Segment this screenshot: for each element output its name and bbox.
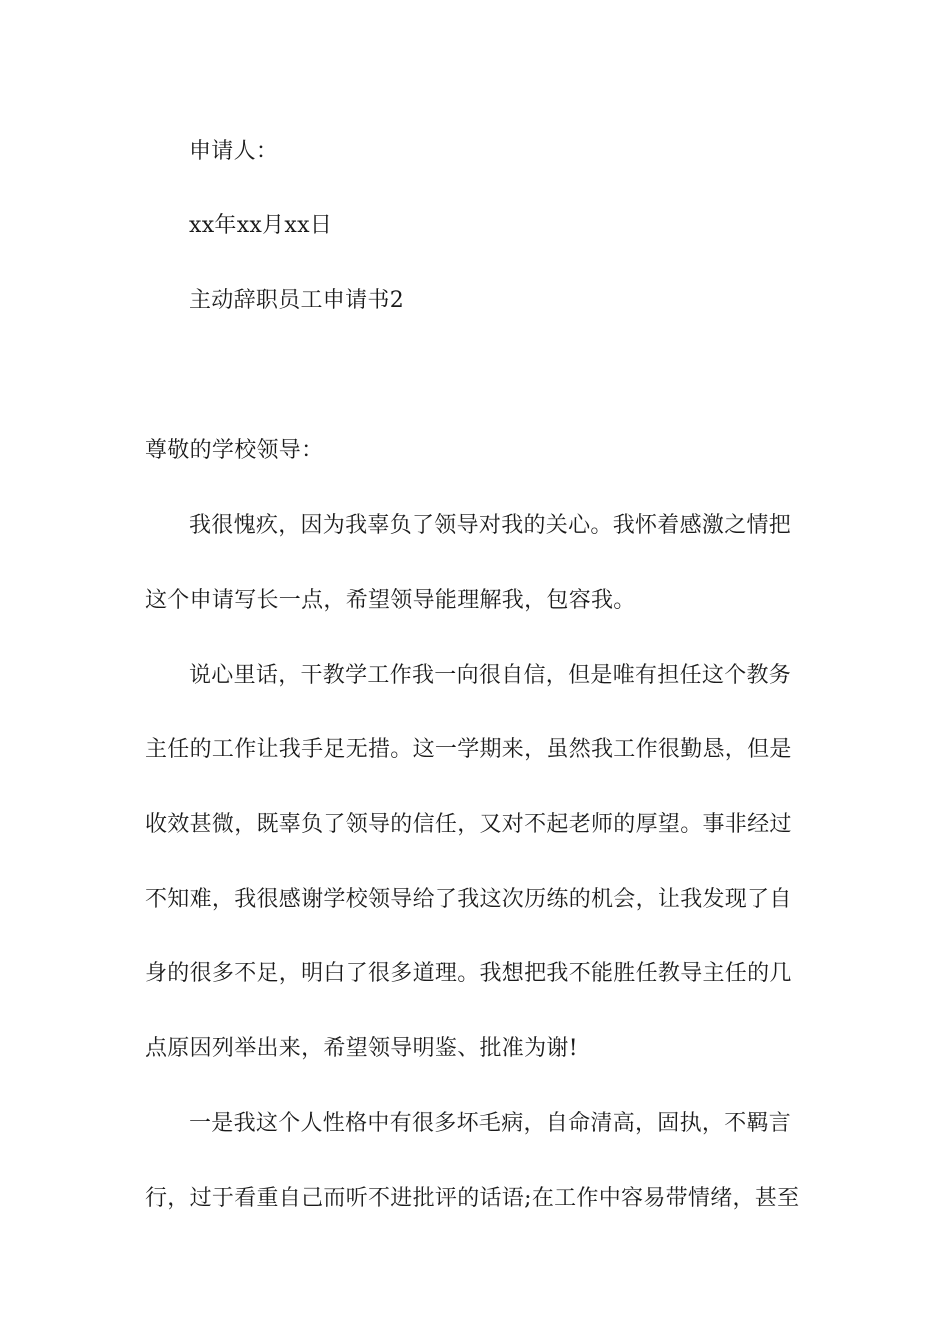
paragraph-line: 点原因列举出来，希望领导明鉴、批准为谢! [145,1036,578,1061]
paragraph-line: 行，过于看重自己而听不进批评的话语;在工作中容易带情绪，甚至 [145,1186,800,1211]
paragraph-line: 主任的工作让我手足无措。这一学期来，虽然我工作很勤恳，但是 [145,737,792,762]
paragraph-line: 一是我这个人性格中有很多坏毛病，自命清高，固执，不羁言 [189,1111,792,1136]
paragraph-line: 身的很多不足，明白了很多道理。我想把我不能胜任教导主任的几 [145,961,792,986]
document-title: 主动辞职员工申请书2 [189,288,404,313]
applicant-label: 申请人： [189,139,279,164]
salutation: 尊敬的学校领导： [145,438,324,463]
paragraph-line: 不知难，我很感谢学校领导给了我这次历练的机会，让我发现了自 [145,887,792,912]
paragraph-line: 说心里话，干教学工作我一向很自信，但是唯有担任这个教务 [189,663,792,688]
paragraph-line: 收效甚微，既辜负了领导的信任，又对不起老师的厚望。事非经过 [145,812,792,837]
paragraph-line: 我很愧疚，因为我辜负了领导对我的关心。我怀着感激之情把 [189,513,792,538]
signature-date: xx年xx月xx日 [189,213,333,238]
paragraph-line: 这个申请写长一点，希望领导能理解我，包容我。 [145,588,636,613]
